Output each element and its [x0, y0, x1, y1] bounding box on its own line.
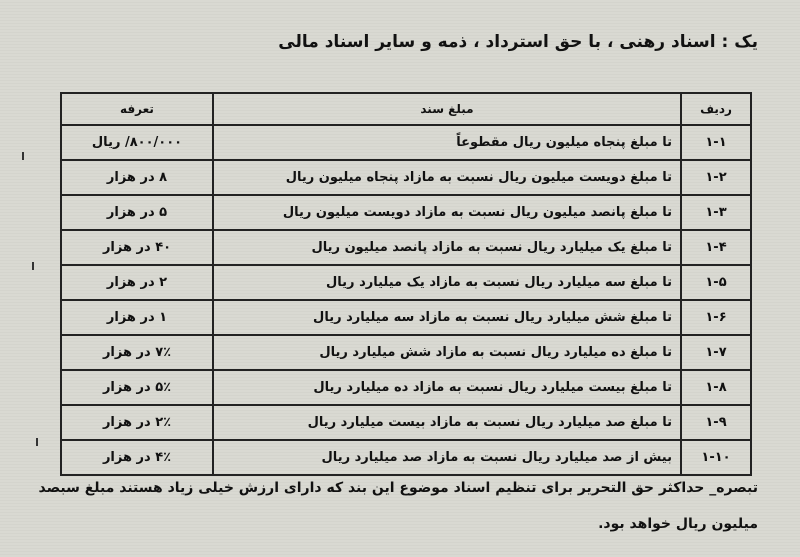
header-radif: ردیف — [681, 93, 751, 125]
margin-mark — [22, 152, 24, 160]
table-row — [61, 230, 751, 265]
row-number: ۱-۴ — [681, 230, 751, 265]
row-fee: ۱ در هزار — [61, 300, 213, 335]
table-row — [61, 405, 751, 440]
row-number: ۱-۳ — [681, 195, 751, 230]
row-number: ۱-۵ — [681, 265, 751, 300]
row-number: ۱-۱ — [681, 125, 751, 160]
section-title: یک : اسناد رهنی ، با حق استرداد ، ذمه و سایر اسناد مالی — [278, 32, 758, 52]
row-fee: ۲٪ در هزار — [61, 405, 213, 440]
row-amount: تا مبلغ شش میلیارد ریال نسبت به مازاد سه میلیارد ریال — [213, 300, 681, 335]
row-number: ۱-۱۰ — [681, 440, 751, 475]
row-amount: تا مبلغ پنجاه میلیون ریال مقطوعاً — [213, 125, 681, 160]
row-amount: تا مبلغ یک میلیارد ریال نسبت به مازاد پانصد میلیون ریال — [213, 230, 681, 265]
row-fee: ۲ در هزار — [61, 265, 213, 300]
table-header-row — [61, 93, 751, 125]
row-fee: ۴٪ در هزار — [61, 440, 213, 475]
row-fee: ۵ در هزار — [61, 195, 213, 230]
margin-mark — [32, 262, 34, 270]
row-amount: تا مبلغ سه میلیارد ریال نسبت به مازاد یک میلیارد ریال — [213, 265, 681, 300]
margin-mark — [36, 438, 38, 446]
table-row — [61, 160, 751, 195]
table-row — [61, 195, 751, 230]
table-row — [61, 125, 751, 160]
header-amount: مبلغ سند — [213, 93, 681, 125]
row-amount: تا مبلغ دویست میلیون ریال نسبت به مازاد پنجاه میلیون ریال — [213, 160, 681, 195]
row-fee: ۸۰۰/۰۰۰/ ریال — [61, 125, 213, 160]
table-row — [61, 300, 751, 335]
table-row — [61, 265, 751, 300]
row-number: ۱-۹ — [681, 405, 751, 440]
tariff-table — [60, 92, 752, 476]
header-fee: تعرفه — [61, 93, 213, 125]
row-number: ۱-۶ — [681, 300, 751, 335]
table-row — [61, 370, 751, 405]
row-number: ۱-۸ — [681, 370, 751, 405]
row-amount: تا مبلغ پانصد میلیون ریال نسبت به مازاد دویست میلیون ریال — [213, 195, 681, 230]
row-fee: ۵٪ در هزار — [61, 370, 213, 405]
row-number: ۱-۷ — [681, 335, 751, 370]
table-row — [61, 335, 751, 370]
row-amount: تا مبلغ ده میلیارد ریال نسبت به مازاد شش میلیارد ریال — [213, 335, 681, 370]
row-amount: بیش از صد میلیارد ریال نسبت به مازاد صد میلیارد ریال — [213, 440, 681, 475]
row-amount: تا مبلغ بیست میلیارد ریال نسبت به مازاد ده میلیارد ریال — [213, 370, 681, 405]
row-number: ۱-۲ — [681, 160, 751, 195]
footnote: تبصره_ حداکثر حق التحریر برای تنظیم اسناد موضوع این بند که دارای ارزش خیلی زیاد هستند مبلغ سبصد میلیون ریال خواهد بود. — [38, 480, 758, 532]
row-fee: ۷٪ در هزار — [61, 335, 213, 370]
row-amount: تا مبلغ صد میلیارد ریال نسبت به مازاد بیست میلیارد ریال — [213, 405, 681, 440]
row-fee: ۸ در هزار — [61, 160, 213, 195]
row-fee: ۴۰ در هزار — [61, 230, 213, 265]
